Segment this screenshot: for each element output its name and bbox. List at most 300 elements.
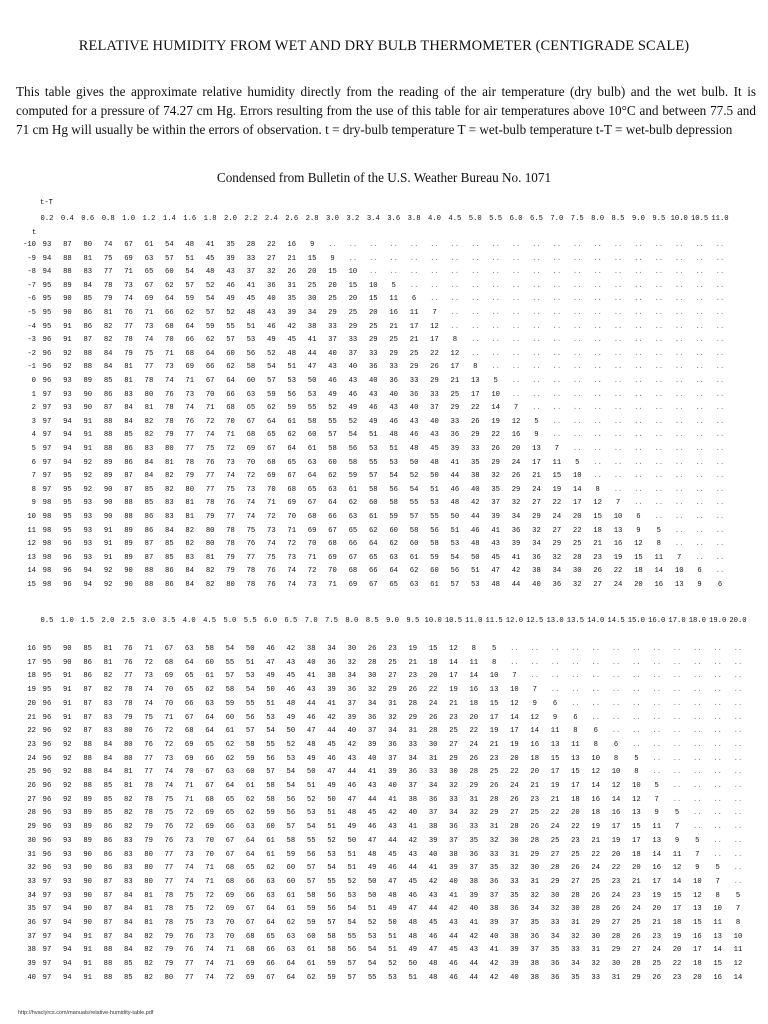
humidity-cell: 43 xyxy=(428,891,438,900)
humidity-cell: .. xyxy=(470,241,480,249)
humidity-cell: 37 xyxy=(510,919,519,927)
humidity-cell: 6 xyxy=(593,727,598,736)
humidity-cell: 34 xyxy=(388,727,397,736)
humidity-cell: 64 xyxy=(267,417,276,426)
humidity-cell: .. xyxy=(552,241,562,249)
humidity-cell: 91 xyxy=(103,526,113,535)
humidity-cell: 26 xyxy=(530,823,540,832)
humidity-cell: 9 xyxy=(534,431,539,440)
humidity-cell: .. xyxy=(672,645,682,653)
humidity-cell: 54 xyxy=(205,295,215,304)
humidity-cell: 8 xyxy=(613,754,619,763)
humidity-cell: 66 xyxy=(266,960,275,969)
humidity-cell: 34 xyxy=(428,782,438,790)
humidity-cell: 56 xyxy=(246,349,256,358)
dry-bulb-temp-label: 1 xyxy=(31,390,36,399)
humidity-cell: 93 xyxy=(42,241,52,249)
humidity-cell: 93 xyxy=(62,836,72,845)
humidity-cell: 37 xyxy=(328,336,337,345)
humidity-cell: 27 xyxy=(552,526,562,535)
humidity-cell: 84 xyxy=(103,768,113,777)
humidity-cell: 23 xyxy=(593,553,602,562)
humidity-cell: 82 xyxy=(205,581,215,589)
depression-header-cell: 11.0 xyxy=(711,215,729,223)
humidity-cell: 6 xyxy=(573,713,578,722)
humidity-cell: 5 xyxy=(493,377,498,385)
humidity-cell: 82 xyxy=(103,686,113,695)
humidity-cell: 41 xyxy=(205,241,215,249)
humidity-cell: .. xyxy=(593,349,602,358)
humidity-cell: 21 xyxy=(632,877,641,886)
humidity-cell: 95 xyxy=(42,658,52,667)
humidity-cell: .. xyxy=(654,431,664,440)
humidity-cell: 22 xyxy=(267,241,276,249)
humidity-cell: 15 xyxy=(307,254,317,263)
humidity-cell: .. xyxy=(409,254,419,263)
humidity-cell: 76 xyxy=(123,645,133,653)
dry-bulb-temp-label: 8 xyxy=(31,485,36,494)
humidity-cell: 24 xyxy=(613,581,623,589)
humidity-cell: .. xyxy=(652,727,662,736)
humidity-cell: 76 xyxy=(123,658,133,667)
table-row xyxy=(18,961,750,969)
humidity-cell: 84 xyxy=(144,458,154,467)
humidity-cell: 64 xyxy=(245,850,255,859)
humidity-cell: 91 xyxy=(83,960,92,969)
humidity-cell: 83 xyxy=(185,553,195,562)
humidity-cell: 28 xyxy=(428,727,438,736)
humidity-cell: .. xyxy=(532,390,541,399)
humidity-cell: 64 xyxy=(205,727,214,736)
table-row xyxy=(18,769,750,777)
humidity-cell: 86 xyxy=(83,309,93,317)
humidity-cell: .. xyxy=(532,349,541,358)
humidity-cell: .. xyxy=(695,404,704,413)
humidity-cell: 78 xyxy=(144,809,153,818)
humidity-cell: 55 xyxy=(347,932,357,941)
humidity-cell: 35 xyxy=(287,295,297,304)
humidity-cell: .. xyxy=(715,458,725,467)
humidity-cell: 79 xyxy=(103,295,113,304)
humidity-cell: 60 xyxy=(205,658,214,667)
humidity-cell: 75 xyxy=(184,919,194,927)
humidity-cell: .. xyxy=(693,658,702,667)
humidity-cell: 46 xyxy=(450,485,460,494)
humidity-cell: .. xyxy=(613,309,623,317)
humidity-cell: .. xyxy=(511,241,521,249)
humidity-cell: 58 xyxy=(328,445,337,453)
humidity-cell: 47 xyxy=(347,795,357,804)
humidity-cell: .. xyxy=(409,268,419,277)
humidity-cell: 68 xyxy=(225,877,235,886)
humidity-cell: 63 xyxy=(286,946,296,955)
humidity-cell: .. xyxy=(613,377,623,385)
humidity-cell: 59 xyxy=(266,809,275,818)
humidity-cell: 48 xyxy=(491,581,500,589)
humidity-cell: .. xyxy=(572,363,582,372)
dry-bulb-temp-label: 25 xyxy=(27,768,36,777)
humidity-cell: 90 xyxy=(83,919,92,927)
humidity-cell: 69 xyxy=(164,672,174,681)
humidity-cell: .. xyxy=(572,336,582,345)
humidity-cell: 53 xyxy=(307,390,317,399)
humidity-cell: 65 xyxy=(245,864,255,873)
humidity-cell: 90 xyxy=(124,567,133,576)
humidity-cell: 53 xyxy=(327,850,336,859)
humidity-cell: 46 xyxy=(348,390,358,399)
humidity-cell: 25 xyxy=(571,850,580,859)
humidity-cell: 76 xyxy=(267,581,276,589)
humidity-cell: 26 xyxy=(491,445,500,453)
depression-header-cell: 2.2 xyxy=(244,215,258,223)
humidity-cell: 38 xyxy=(530,973,540,982)
humidity-cell: 8 xyxy=(473,363,478,372)
humidity-cell: 61 xyxy=(348,485,358,494)
humidity-cell: 20 xyxy=(510,754,519,763)
humidity-cell: .. xyxy=(693,795,702,804)
humidity-cell: 77 xyxy=(205,472,215,481)
humidity-cell: 79 xyxy=(226,567,235,576)
depression-header-cell: 5.0 xyxy=(223,617,237,625)
humidity-cell: 32 xyxy=(530,891,540,900)
humidity-cell: 22 xyxy=(430,349,439,358)
humidity-cell: 5 xyxy=(695,836,700,845)
humidity-cell: 19 xyxy=(652,891,662,900)
humidity-cell: 75 xyxy=(103,254,113,263)
humidity-cell: 75 xyxy=(144,713,153,722)
humidity-cell: 87 xyxy=(124,485,133,494)
humidity-cell: 78 xyxy=(226,526,235,535)
humidity-cell: .. xyxy=(593,336,602,345)
humidity-cell: 25 xyxy=(328,295,337,304)
humidity-cell: 41 xyxy=(469,919,479,927)
humidity-cell: 90 xyxy=(124,581,133,589)
humidity-cell: 9 xyxy=(697,581,702,589)
humidity-cell: 5 xyxy=(534,417,539,426)
humidity-cell: 29 xyxy=(388,686,397,695)
humidity-cell: 19 xyxy=(672,932,682,941)
humidity-cell: 42 xyxy=(287,322,297,331)
humidity-cell: 51 xyxy=(266,699,275,708)
humidity-cell: 91 xyxy=(103,553,113,562)
humidity-cell: 8 xyxy=(593,740,598,749)
humidity-cell: 7 xyxy=(715,877,720,886)
humidity-cell: 96 xyxy=(42,377,52,385)
humidity-cell: .. xyxy=(672,782,682,790)
humidity-cell: 93 xyxy=(62,891,72,900)
humidity-cell: 26 xyxy=(367,645,377,653)
humidity-cell: 46 xyxy=(389,417,398,426)
humidity-cell: 87 xyxy=(144,553,154,562)
humidity-cell: .. xyxy=(591,645,601,653)
humidity-cell: 16 xyxy=(713,973,722,982)
humidity-cell: 71 xyxy=(205,877,214,886)
humidity-cell: 58 xyxy=(266,795,275,804)
humidity-cell: .. xyxy=(552,254,562,263)
humidity-cell: 43 xyxy=(388,823,397,832)
humidity-cell: 10 xyxy=(348,268,358,277)
humidity-cell: 57 xyxy=(225,672,235,681)
humidity-cell: 36 xyxy=(532,553,541,562)
humidity-cell: 6 xyxy=(717,581,723,589)
humidity-cell: .. xyxy=(652,658,662,667)
humidity-cell: .. xyxy=(593,268,602,277)
humidity-cell: .. xyxy=(674,295,684,304)
humidity-cell: 36 xyxy=(550,960,560,969)
humidity-cell: 86 xyxy=(144,513,154,521)
humidity-cell: 57 xyxy=(347,960,357,969)
humidity-cell: 6 xyxy=(697,567,702,576)
humidity-cell: .. xyxy=(532,336,541,345)
humidity-cell: 85 xyxy=(103,782,113,790)
humidity-cell: 34 xyxy=(327,645,336,653)
humidity-cell: 11 xyxy=(409,309,419,317)
humidity-cell: 43 xyxy=(430,431,439,440)
humidity-cell: 85 xyxy=(144,499,154,508)
humidity-cell: 15 xyxy=(634,553,643,562)
humidity-cell: 76 xyxy=(144,727,153,736)
humidity-cell: .. xyxy=(611,699,621,708)
humidity-cell: 50 xyxy=(388,919,397,927)
dry-bulb-temp-label: 32 xyxy=(27,864,36,873)
humidity-cell: 50 xyxy=(367,877,377,886)
humidity-cell: 53 xyxy=(430,499,439,508)
humidity-cell: 41 xyxy=(306,672,316,681)
humidity-cell: 62 xyxy=(226,363,235,372)
humidity-cell: 19 xyxy=(591,823,601,832)
dry-bulb-temp-label: 24 xyxy=(27,754,36,763)
humidity-cell: 34 xyxy=(408,754,418,763)
humidity-cell: 84 xyxy=(123,919,133,927)
humidity-cell: 86 xyxy=(144,526,154,535)
humidity-cell: 36 xyxy=(327,658,336,667)
humidity-cell: 12 xyxy=(593,499,602,508)
humidity-cell: 71 xyxy=(307,553,317,562)
humidity-cell: 88 xyxy=(83,754,92,763)
humidity-cell: 67 xyxy=(245,919,255,927)
humidity-cell: 45 xyxy=(449,946,458,955)
humidity-cell: 95 xyxy=(42,645,52,653)
humidity-cell: 41 xyxy=(489,946,499,955)
humidity-cell: 44 xyxy=(347,768,357,777)
dry-bulb-temp-label: 19 xyxy=(27,686,36,695)
dry-bulb-temp-label: 23 xyxy=(27,740,36,749)
humidity-cell: 25 xyxy=(348,309,358,317)
humidity-cell: 68 xyxy=(245,946,255,955)
humidity-cell: 39 xyxy=(469,891,479,900)
humidity-cell: 59 xyxy=(348,472,358,481)
humidity-cell: 30 xyxy=(572,567,582,576)
humidity-cell: 68 xyxy=(185,349,195,358)
humidity-cell: .. xyxy=(532,241,541,249)
humidity-cell: 70 xyxy=(184,768,194,777)
humidity-cell: .. xyxy=(532,322,541,331)
humidity-cell: .. xyxy=(634,295,643,304)
humidity-cell: 29 xyxy=(449,754,458,763)
humidity-cell: .. xyxy=(693,768,702,777)
humidity-cell: 54 xyxy=(347,905,357,914)
humidity-cell: 38 xyxy=(306,645,316,653)
humidity-cell: .. xyxy=(695,322,704,331)
humidity-cell: 20 xyxy=(652,905,662,914)
humidity-cell: 34 xyxy=(530,905,540,914)
humidity-cell: 26 xyxy=(510,795,519,804)
humidity-cell: 52 xyxy=(205,281,215,290)
table-row xyxy=(18,920,750,928)
humidity-cell: 90 xyxy=(63,295,72,304)
humidity-cell: 68 xyxy=(246,431,256,440)
humidity-cell: .. xyxy=(491,295,500,304)
depression-header-cell: 12.5 xyxy=(526,617,544,625)
table-row xyxy=(18,364,750,372)
humidity-cell: 73 xyxy=(184,850,194,859)
table-row xyxy=(18,256,750,264)
humidity-cell: .. xyxy=(572,445,582,453)
humidity-cell: 93 xyxy=(83,526,93,535)
humidity-cell: 82 xyxy=(144,431,154,440)
humidity-cell: 36 xyxy=(469,850,479,859)
humidity-cell: 53 xyxy=(347,891,357,900)
table-row xyxy=(18,487,750,495)
humidity-cell: .. xyxy=(511,377,521,385)
humidity-cell: 93 xyxy=(83,499,93,508)
humidity-cell: 28 xyxy=(530,836,540,845)
humidity-cell: 43 xyxy=(347,754,357,763)
humidity-cell: .. xyxy=(530,658,540,667)
humidity-cell: .. xyxy=(572,254,582,263)
dry-bulb-temp-label: 28 xyxy=(27,809,36,818)
humidity-cell: 33 xyxy=(449,795,458,804)
depression-header-cell: 18.0 xyxy=(688,617,706,625)
humidity-cell: 70 xyxy=(225,932,235,941)
humidity-cell: 45 xyxy=(327,740,336,749)
humidity-cell: 38 xyxy=(428,823,438,832)
humidity-cell: .. xyxy=(715,322,725,331)
humidity-cell: .. xyxy=(652,699,662,708)
humidity-cell: 17 xyxy=(450,363,460,372)
table-row xyxy=(18,296,750,304)
humidity-cell: 87 xyxy=(63,241,72,249)
humidity-cell: 85 xyxy=(165,553,174,562)
humidity-cell: 94 xyxy=(42,254,52,263)
humidity-cell: 64 xyxy=(245,836,255,845)
humidity-cell: .. xyxy=(511,349,521,358)
humidity-cell: 61 xyxy=(287,417,297,426)
humidity-cell: 83 xyxy=(103,727,113,736)
humidity-cell: 40 xyxy=(510,973,519,982)
humidity-cell: .. xyxy=(733,782,743,790)
depression-header-cell: 15.0 xyxy=(627,617,645,625)
humidity-cell: 96 xyxy=(42,768,52,777)
humidity-cell: 43 xyxy=(226,268,235,277)
humidity-cell: 64 xyxy=(286,960,296,969)
humidity-cell: 56 xyxy=(286,795,296,804)
humidity-cell: .. xyxy=(715,513,725,521)
humidity-cell: 21 xyxy=(652,919,662,927)
humidity-cell: 14 xyxy=(510,713,519,722)
humidity-cell: 88 xyxy=(83,349,93,358)
humidity-cell: 21 xyxy=(593,540,602,549)
humidity-cell: 73 xyxy=(205,919,214,927)
humidity-cell: 8 xyxy=(573,727,578,736)
humidity-cell: 53 xyxy=(470,581,480,589)
humidity-cell: 51 xyxy=(347,850,357,859)
humidity-cell: 14 xyxy=(449,658,458,667)
humidity-cell: 13 xyxy=(632,809,641,818)
humidity-cell: 57 xyxy=(185,281,195,290)
humidity-cell: 39 xyxy=(226,254,235,263)
humidity-cell: 71 xyxy=(205,864,214,873)
humidity-cell: 96 xyxy=(42,699,52,708)
humidity-cell: 92 xyxy=(62,795,72,804)
humidity-cell: 84 xyxy=(165,526,174,535)
humidity-cell: 90 xyxy=(83,850,92,859)
humidity-cell: 74 xyxy=(144,699,153,708)
humidity-cell: 34 xyxy=(347,672,357,681)
humidity-cell: .. xyxy=(695,458,704,467)
humidity-cell: 64 xyxy=(205,349,215,358)
humidity-cell: 76 xyxy=(144,740,153,749)
humidity-cell: 48 xyxy=(367,850,377,859)
humidity-cell: 84 xyxy=(144,472,154,481)
humidity-cell: 77 xyxy=(184,973,194,982)
humidity-cell: .. xyxy=(715,431,725,440)
humidity-cell: .. xyxy=(550,645,560,653)
humidity-cell: 20 xyxy=(469,713,479,722)
humidity-cell: 14 xyxy=(469,672,479,681)
humidity-cell: 88 xyxy=(83,768,92,777)
humidity-cell: 72 xyxy=(225,973,235,982)
humidity-cell: 68 xyxy=(245,932,255,941)
humidity-cell: 30 xyxy=(591,932,601,941)
humidity-cell: 69 xyxy=(348,581,358,589)
humidity-cell: 89 xyxy=(63,281,72,290)
humidity-cell: 80 xyxy=(83,241,93,249)
humidity-cell: 79 xyxy=(205,513,215,521)
humidity-cell: 97 xyxy=(42,472,52,481)
humidity-cell: .. xyxy=(634,390,643,399)
humidity-cell: 92 xyxy=(62,782,72,790)
depression-header-cell: 0.5 xyxy=(40,617,54,625)
humidity-cell: 51 xyxy=(327,823,336,832)
humidity-cell: 83 xyxy=(123,836,133,845)
humidity-cell: .. xyxy=(511,309,521,317)
humidity-cell: .. xyxy=(654,254,664,263)
depression-header-cell: 14.0 xyxy=(587,617,605,625)
humidity-cell: 38 xyxy=(327,672,336,681)
humidity-cell: 52 xyxy=(328,404,337,413)
humidity-cell: 61 xyxy=(286,891,296,900)
humidity-cell: 58 xyxy=(327,932,336,941)
depression-header-cell: 7.5 xyxy=(570,215,584,223)
humidity-cell: 66 xyxy=(165,309,174,317)
humidity-cell: 16 xyxy=(389,309,398,317)
humidity-cell: 57 xyxy=(267,377,276,385)
humidity-cell: 97 xyxy=(42,458,52,467)
humidity-cell: 84 xyxy=(83,281,93,290)
humidity-cell: .. xyxy=(733,713,743,722)
humidity-cell: 66 xyxy=(185,336,195,345)
humidity-cell: 84 xyxy=(123,905,133,914)
humidity-cell: 58 xyxy=(389,499,398,508)
humidity-cell: .. xyxy=(552,404,562,413)
humidity-cell: .. xyxy=(713,658,722,667)
humidity-cell: 53 xyxy=(245,672,255,681)
humidity-cell: 60 xyxy=(165,268,174,277)
humidity-cell: .. xyxy=(713,768,722,777)
humidity-cell: 32 xyxy=(347,658,357,667)
humidity-cell: .. xyxy=(450,241,460,249)
